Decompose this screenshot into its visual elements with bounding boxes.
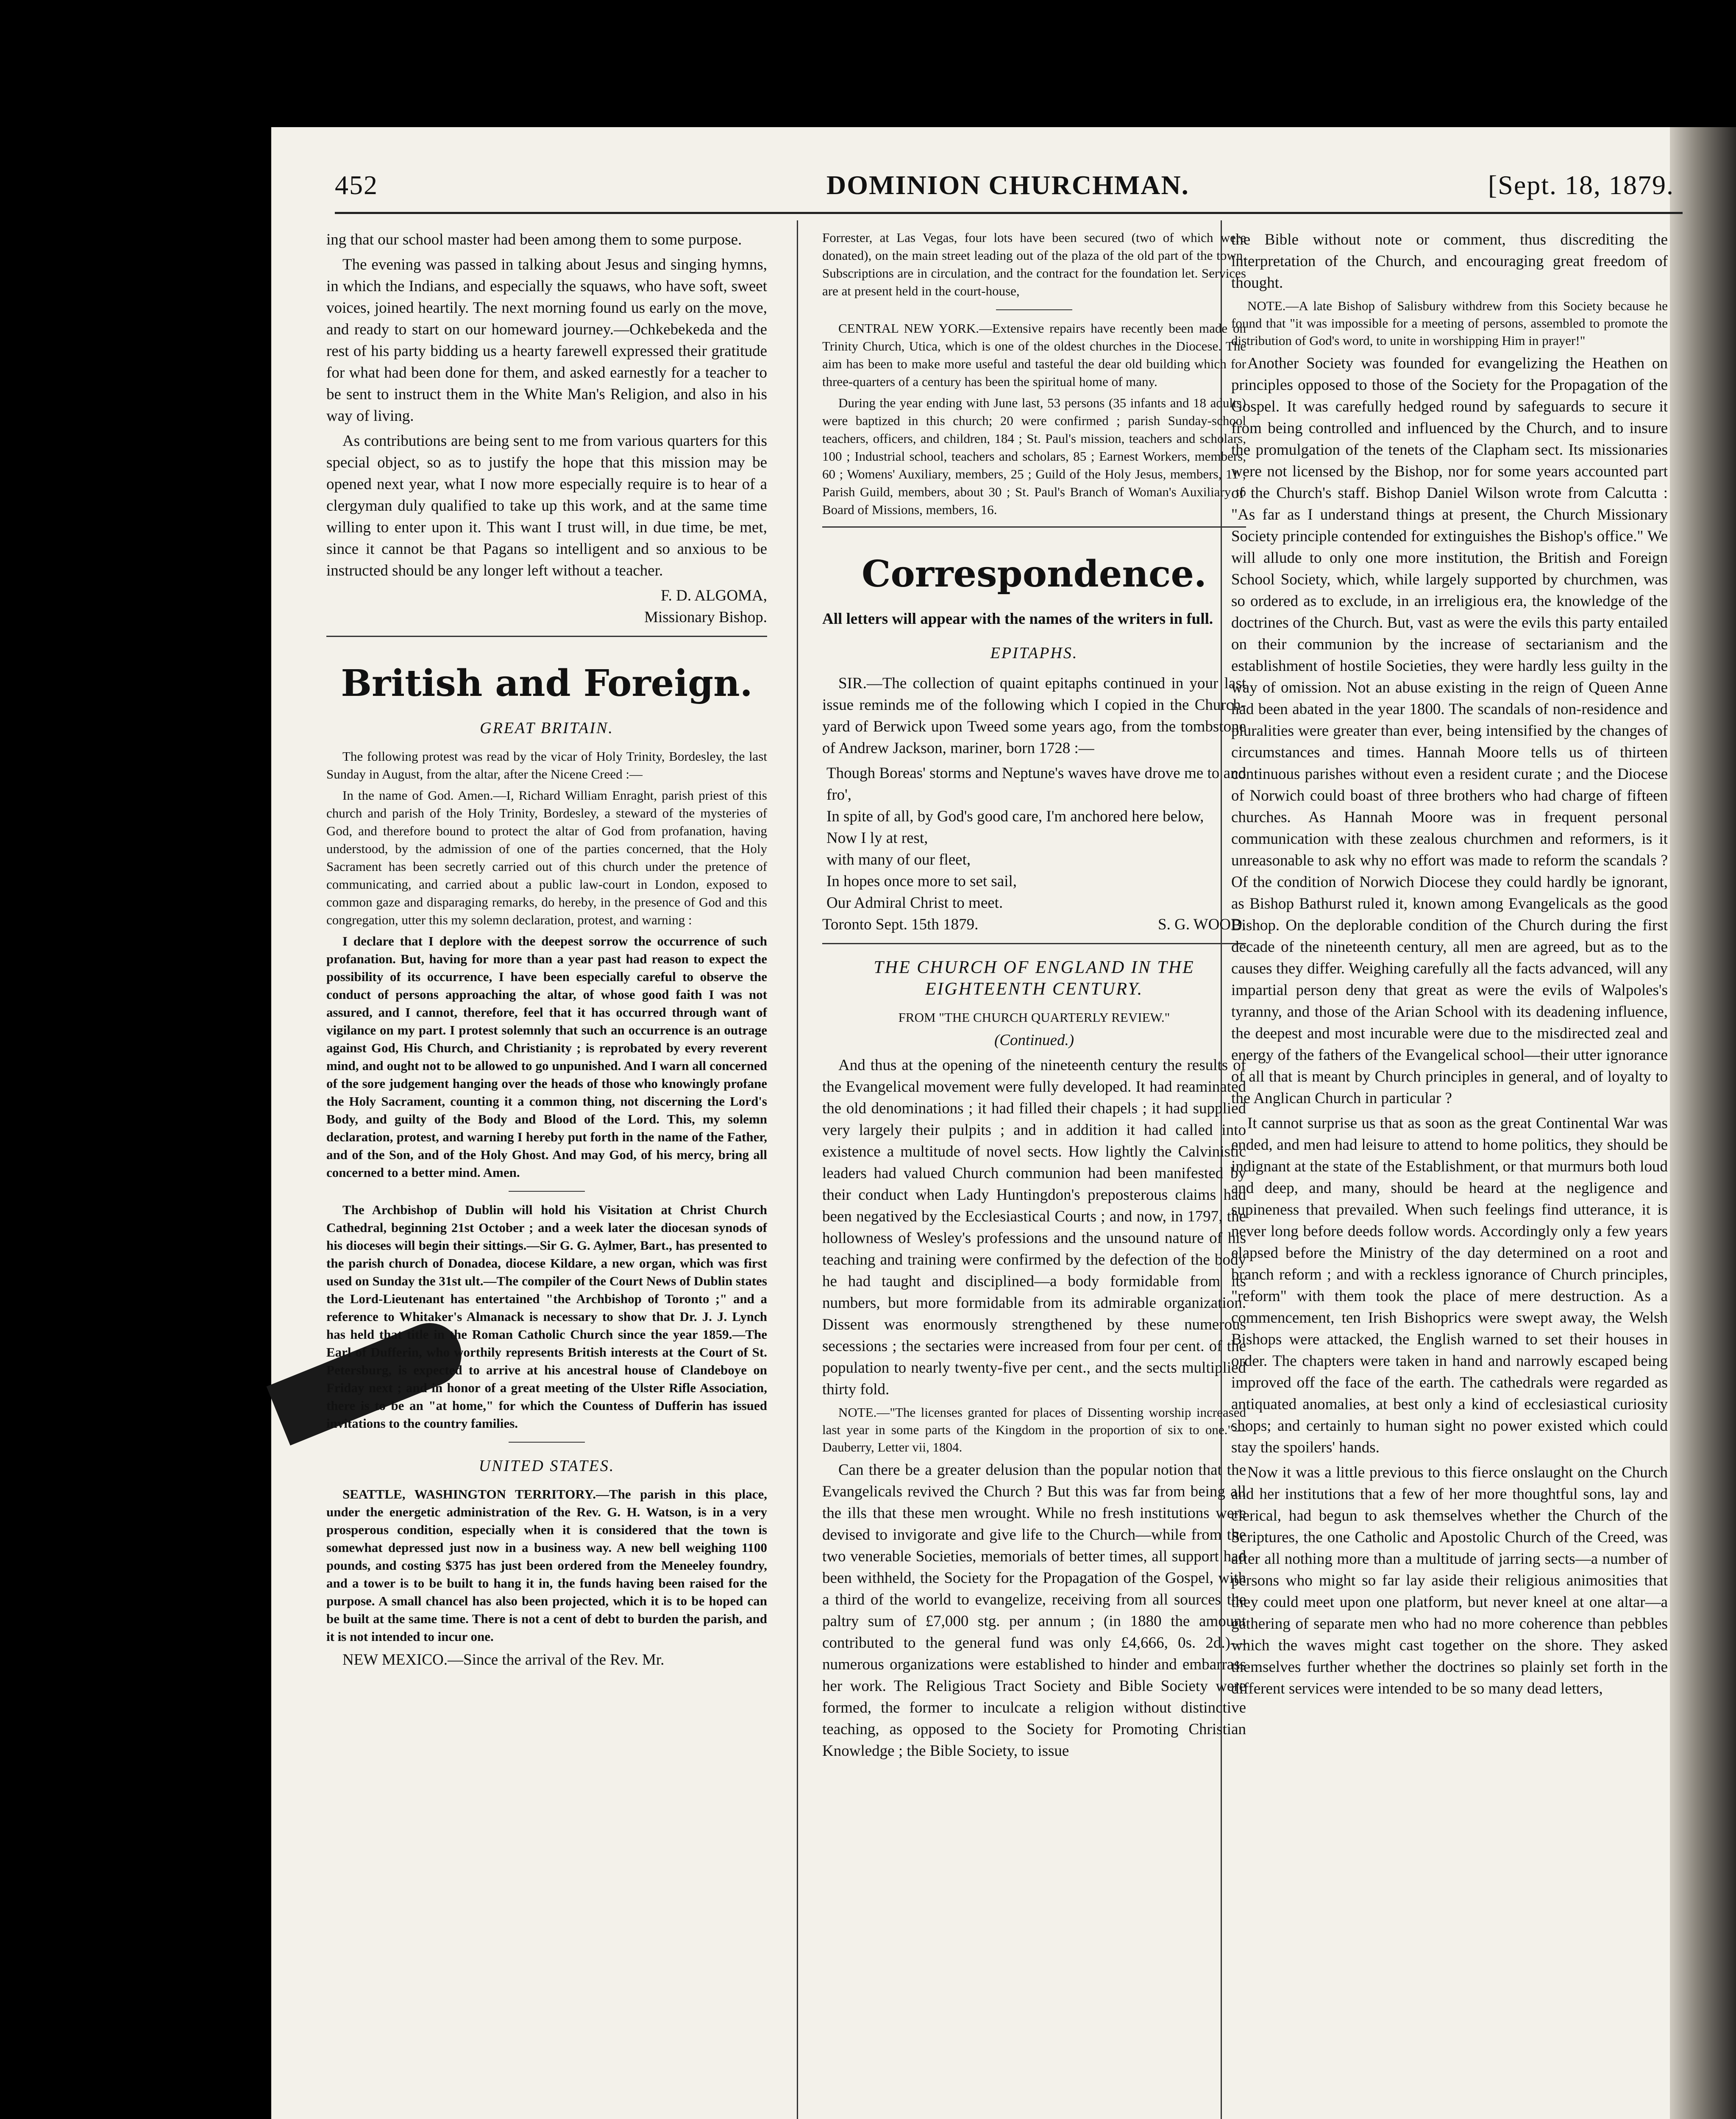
paragraph: As contributions are being sent to me from various quarters for this special object, so as to justify the hope that this mission may be opened next year, what I now more especially require is to hear of a clergyman duly qualified to take up this work, and at the same time willing to enter upon it. This want I trust will, in due time, be met, since it cannot be that Pagans so intelligent and so anxious to be instructed should be any longer left without a teacher. xyxy=(326,432,767,579)
signature: F. D. ALGOMA, xyxy=(661,587,767,604)
section-rule xyxy=(326,636,767,637)
page-header xyxy=(335,170,1683,203)
section-rule xyxy=(822,526,1246,528)
column-divider xyxy=(797,220,798,2119)
paragraph: ing that our school master had been among them to some purpose. xyxy=(326,231,742,248)
paragraph: NEW MEXICO.—Since the arrival of the Rev. Mr. xyxy=(342,1651,665,1669)
paragraph: Can there be a greater delusion than the popular notion that the Evangelicals revived the Church ? But this was far from being all the ills that these men wrought. While no fresh institutions were devised to invigorate and give life to the Church—while from the two venerable Societies, memorials of better times, all support had been withheld, the Society for the Propagation of the Gospel, with a third of the world to evangelize, receiving from all sources the paltry sum of £7,000 stg. per annum ; (in 1880 the amount contributed to the general fund was only £4,666, 0s. 2d.)—numerous organizations were established to hinder and embarrass her work. The Religious Tract Society and Bible Society were formed, the former to inculcate a religion without distinctive teaching, as opposed to the Society for Promoting Christian Knowledge ; the Bible Society, to issue xyxy=(822,1461,1246,1760)
divider xyxy=(509,1191,585,1192)
section-title-correspondence: Correspondence. xyxy=(862,553,1207,595)
letter-signer: S. G. WOOD. xyxy=(1158,916,1246,933)
article-source: FROM "THE CHURCH QUARTERLY REVIEW." xyxy=(898,1010,1170,1025)
section-title-british-foreign: British and Foreign. xyxy=(341,662,753,705)
paragraph: the Bible without note or comment, thus discrediting the interpretation of the Church, and encouraging great freedom of thought. xyxy=(1231,231,1668,292)
paragraph: The evening was passed in talking about Jesus and singing hymns, in which the Indians, and especially the squaws, who have soft, sweet voices, joined heartily. The next morning found us early on the move, and ready to start on our homeward journey.—Ochkebekeda and the rest of his party bidding us a hearty farewell expressed their gratitude for what had been done for them, and asked earnestly for a teacher to be sent to instruct them in the White Man's Religion, and also in his way of living. xyxy=(326,256,767,425)
column-1 xyxy=(326,229,767,2119)
paragraph: During the year ending with June last, 53 persons (35 infants and 18 adults) were baptized in this church; 20 were confirmed ; parish Sunday-school teachers, officers, and children, 184 ; St. Paul's mission, teachers and scholars, 100 ; Industrial school, teachers and scholars, 85 ; Earnest Workers, members, 60 ; Womens' Auxiliary, members, 25 ; Guild of the Holy Jesus, members, 11 ; Parish Guild, members, about 30 ; St. Paul's Branch of Woman's Auxiliary to Board of Missions, members, 16. xyxy=(822,395,1246,517)
paragraph: Now it was a little previous to this fierce onslaught on the Church and her institutions that a few of her more thoughtful sons, lay and clerical, had begun to ask themselves whether the Church of the Scriptures, the one Catholic and Apostolic Church of the Creed, was after all nothing more than a multitude of jarring sects—a number of persons who might so far lay aside their religious animosities that they could meet upon one platform, but never kneel at one altar—a gathering of separate men who had no more coherence than pebbles which the waves might cast together on the shore. They asked themselves further whether the doctrines so plainly set forth in the different services were intended to be so many dead letters, xyxy=(1231,1464,1668,1697)
paragraph: SEATTLE, WASHINGTON TERRITORY.—The parish in this place, under the energetic administration of the Rev. G. H. Watson, is in a very prosperous condition, especially when it is considered that the town is somewhat depressed just now in a business way. A new bell weighing 1100 pounds, and costing $375 has just been ordered from the Meneeley foundry, and a tower is to be built to hang it in, the funds having been raised for the purpose. A small chancel has also been projected, which it is to be hoped can be built at the same time. There is not a cent of debt to burden the parish, and it is not intended to incur one. xyxy=(326,1487,767,1644)
paragraph: It cannot surprise us that as soon as the great Continental War was ended, and men had leisure to attend to home politics, they should be indignant at the state of the Establishment, or that murmurs both loud and deep, and many, should be heard at the negligence and supineness that prevailed. When such feelings find utterance, it is never long before deeds follow words. Accordingly only a few years elapsed before the Ministry of the day determined on a root and branch reform ; and with a reckless ignorance of Church principles, "reform" with them took the place of mere destruction. As a commencement, ten Irish Bishoprics were swept away, the Welsh Bishops were attacked, the English warned to set their houses in order. The chapters were taken in hand and narrowly escaped being improved off the face of the earth. The cathedrals were regarded as antiquated anomalies, at best only a kind of ecclesiastical curiosity shops; and certainly to human sight no power existed which could stay the spoilers' hands. xyxy=(1231,1115,1668,1456)
poem-line: In spite of all, by God's good care, I'm anchored here below, xyxy=(826,808,1204,825)
article-title: THE CHURCH OF ENGLAND IN THE EIGHTEENTH CENTURY. xyxy=(874,958,1195,999)
poem-line: Now I ly at rest, xyxy=(826,829,928,847)
subheading-united-states: UNITED STATES. xyxy=(479,1457,615,1475)
paragraph: SIR.—The collection of quaint epitaphs continued in your last issue reminds me of the following which I copied in the Church-yard of Berwick upon Tweed some years ago, from the tombstone of Andrew Jackson, mariner, born 1728 :— xyxy=(822,675,1246,757)
paragraph: I declare that I deplore with the deepest sorrow the occurrence of such profanation. But, having for more than a year past had reason to expect the possibility of its occurrence, I have been especially careful to observe the conduct of persons approaching the altar, of whose good faith I was not assured, and I cannot, therefore, feel that it has occurred through want of vigilance on my part. I protest solemnly that such an occurrence is an outrage against God, His Church, and Christianity ; is reprobated by every reverent mind, and ought not to be allowed to go unpunished. And I warn all concerned of the sore judgement hanging over the heads of those who knowingly profane the Holy Sacrament, counting it a common thing, not discerning the Lord's Body, and guilty of the Body and Blood of the Lord. This, my solemn declaration, protest, and warning I hereby put forth in the name of the Father, and of the Son, and of the Holy Ghost. And may God, of his mercy, bring all concerned to a better mind. Amen. xyxy=(326,934,767,1180)
poem-line: Though Boreas' storms and Neptune's waves have drove me to and fro', xyxy=(826,765,1246,804)
footnote: NOTE.—A late Bishop of Salisbury withdrew from this Society because he found that "it was impossible for a meeting of persons, assembled to promote the distribution of God's word, to unite in worshipping Him in prayer!" xyxy=(1231,298,1668,348)
page-number: 452 xyxy=(335,170,378,200)
paragraph: In the name of God. Amen.—I, Richard William Enraght, parish priest of this church and parish of the Holy Trinity, Bordesley, a steward of the mysteries of God, and therefore bound to protect the altar of God from profanation, having understood, by the admission of one of the parties concerned, that the Holy Sacrament has been secretly carried out of this church under the pretence of communicating, and carried about a public law-court in London, exposed to common gaze and disparaging remarks, do hereby, in the presence of God and this congregation, utter this my solemn declaration, protest, and warning : xyxy=(326,788,767,927)
header-rule xyxy=(335,212,1683,214)
signature-title: Missionary Bishop. xyxy=(644,609,767,626)
paragraph: The following protest was read by the vicar of Holy Trinity, Bordesley, the last Sunday in August, from the altar, after the Nicene Creed :— xyxy=(326,749,767,781)
letter-dateline: Toronto Sept. 15th 1879. xyxy=(822,916,979,933)
footnote: NOTE.—"The licenses granted for places of Dissenting worship increased last year in some parts of the Kingdom in the proportion of six to one."—Dauberry, Letter vii, 1804. xyxy=(822,1405,1246,1454)
paragraph: Forrester, at Las Vegas, four lots have been secured (two of which were donated), on the main street leading out of the plaza of the old part of the town. Subscriptions are in circulation, and the contract for the foundation let. Services are at present held in the court-house, xyxy=(822,230,1246,298)
page-edge-shadow xyxy=(1670,127,1736,2119)
section-rule xyxy=(822,943,1246,944)
paragraph: Another Society was founded for evangelizing the Heathen on principles opposed to those of the Society for the Propagation of the Gospel. It was carefully hedged round by safeguards to secure it from being controlled and influenced by the Church, and to insure the promulgation of the tenets of the Clapham sect. Its missionaries were not licensed by the Bishop, nor for some years accounted part of the Church's staff. Bishop Daniel Wilson wrote from Calcutta : "As far as I understand things at present, the Church Missionary Society principle contended for extinguishes the Bishop's office." We will allude to only one more institution, the British and Foreign School Society, which, while largely supported by churchmen, was so ordered as to exclude, in an irreligious era, the knowledge of the doctrines of the Church. But, vast as were the evils this party entailed on their communion by the increase of sectarianism and the establishment of hostile Societies, they were hardly less guilty in the way of omission. Not an abuse existing in the reign of Queen Anne had been abated in the year 1800. The scandals of non-residence and pluralities were greater than ever, being intensified by the changes of circumstances and times. Hannah Moore tells us of thirteen continuous parishes without even a resident curate ; and the Diocese of Norwich could boast of three brothers who had charge of fifteen churches. As Hannah Moore was in frequent personal communication with these zealous churchmen and reformers, is it unreasonable to ask why no effort was made to reform the scandals ? Of the condition of Norwich Diocese they could hardly be ignorant, as Bishop Bathurst ruled it, known among Evangelicals as the good Bishop. On the deplorable condition of the Church during the first decade of the nineteenth century, all men are agreed, but as to the causes they differ. Weighing carefully all the facts advanced, will any impartial person deny that great as were the evils of Walpoles's tyranny, and those of the Arian School with its deadening influence, the deepest and most incurable were due to the misdirected zeal and energy of the fathers of the Evangelical school—their utter ignorance of all that is meant by Church principles in general, and of loyalty to the Anglican Church in particular ? xyxy=(1231,355,1668,1107)
letter-signoff xyxy=(822,914,1246,935)
paragraph: CENTRAL NEW YORK.—Extensive repairs have recently been made on Trinity Church, Utica, which is one of the oldest churches in the Diocese. The aim has been to make more useful and tasteful the dear old building which for three-quarters of a century has been the spiritual home of many. xyxy=(822,321,1246,389)
subheading-great-britain: GREAT BRITAIN. xyxy=(480,719,614,737)
poem-line: In hopes once more to set sail, xyxy=(826,873,1017,890)
poem-line: with many of our fleet, xyxy=(826,851,971,868)
column-2 xyxy=(822,229,1246,2119)
continued-label: (Continued.) xyxy=(994,1032,1074,1049)
paragraph: And thus at the opening of the nineteenth century the results of the Evangelical movement were fully developed. It had reaminated the old denominations ; it had filled their chapels ; it had supplied very largely their pulpits ; and in addition it had called into existence a multitude of novel sects. How lightly the Calvinistic leaders had valued Church communion had been manifested by their conduct when Lady Huntingdon's preposterous claims had been negatived by the Ecclesiastical Courts ; and now, in 1797, the hollowness of Wesley's professions and the unsound nature of his teaching and training were confirmed by the defection of the body he had taught and disciplined—a body formidable from its numbers, but more formidable from its admirable organization. Dissent was enormously strengthened by these numerous secessions ; the sectaries were increased from four per cent. of the population to nearly twenty-five per cent., and the sects multiplied thirty fold. xyxy=(822,1057,1246,1398)
correspondence-notice: All letters will appear with the names of the writers in full. xyxy=(822,610,1213,628)
issue-date: [Sept. 18, 1879. xyxy=(1488,170,1674,200)
paragraph: The Archbishop of Dublin will hold his Visitation at Christ Church Cathedral, beginning 21st October ; and a week later the diocesan synods of his dioceses will begin their sittings.—Sir G. G. Aylmer, Bart., has presented to the parish church of Donadea, diocese Kildare, a new organ, which was first used on Sunday the 31st ult.—The compiler of the Court News of Dublin states the Lord-Lieutenant has entertained "the Archbishop of Toronto ;" and a reference to Whitaker's Almanack is necessary to show that Dr. J. J. Lynch has held that title in the Roman Catholic Church since the year 1859.—The Earl of Dufferin, who worthily represents British interests at the Court of St. Petersburg, is expected to arrive at his ancestral house of Clandeboye on Friday next ; and in honor of a great meeting of the Ulster Rifle Association, there is to be an "at home," for which the Countess of Dufferin has issued invitations to the country families. xyxy=(326,1202,767,1431)
divider xyxy=(996,309,1072,310)
poem-line: Our Admiral Christ to meet. xyxy=(826,894,1003,912)
column-3 xyxy=(1231,229,1668,2119)
masthead-title: DOMINION CHURCHMAN. xyxy=(826,170,1189,200)
subheading-epitaphs: EPITAPHS. xyxy=(990,644,1078,662)
divider xyxy=(509,1442,585,1443)
